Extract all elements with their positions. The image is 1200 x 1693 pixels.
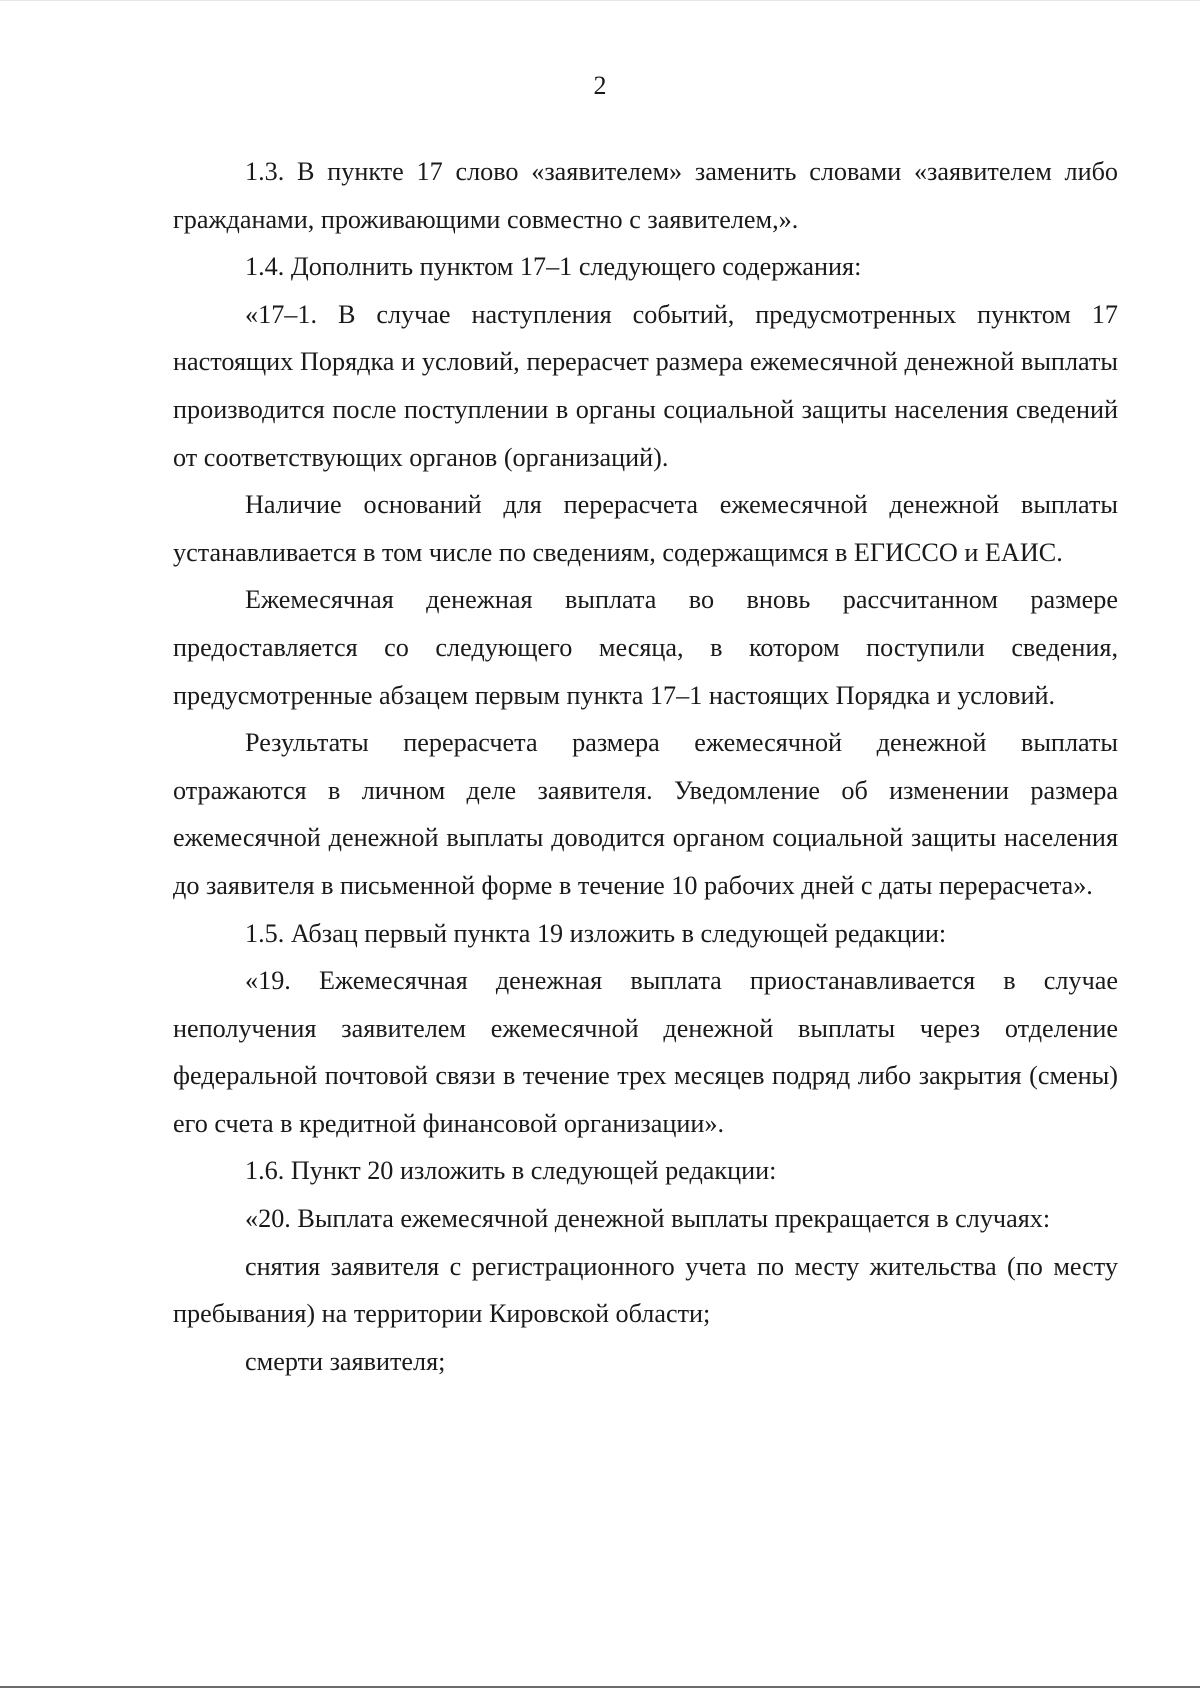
paragraph-results: Результаты перерасчета размера ежемесячной денежной выплаты отражаются в личном деле заявителя. Уведомление об изменении размера ежемесячной денежной выплаты доводится органом социальной защиты населения до заявителя в письменной форме в течение 10 рабочих дней с даты перерасчета». [173, 728, 1118, 900]
document-body [173, 148, 1118, 1385]
paragraph-grounds: Наличие оснований для перерасчета ежемесячной денежной выплаты устанавливается в том числе по сведениям, содержащимся в ЕГИССО и ЕАИС. [173, 490, 1118, 567]
paragraph-death: смерти заявителя; [245, 1346, 446, 1376]
paragraph-19: «19. Ежемесячная денежная выплата приостанавливается в случае неполучения заявителем ежемесячной денежной выплаты через отделение федеральной почтовой связи в течение трех месяцев подряд либо закрытия (смены) его счета в кредитной финансовой организации». [173, 966, 1118, 1138]
paragraph-17-1: «17–1. В случае наступления событий, предусмотренных пунктом 17 настоящих Порядка и условий, перерасчет размера ежемесячной денежной выплаты производится после поступлении в органы социальной защиты населения сведений от соответствующих органов (организаций). [173, 299, 1118, 472]
paragraph-1-6: 1.6. Пункт 20 изложить в следующей редакции: [245, 1156, 777, 1186]
paragraph-1-4: 1.4. Дополнить пунктом 17–1 следующего содержания: [245, 252, 862, 282]
paragraph-new-amount: Ежемесячная денежная выплата во вновь рассчитанном размере предоставляется со следующего месяца, в котором поступили сведения, предусмотренные абзацем первым пункта 17–1 настоящих Порядка и условий. [173, 585, 1118, 710]
scan-edge-top [0, 0, 1200, 1]
paragraph-1-3: 1.3. В пункте 17 слово «заявителем» заменить словами «заявителем либо гражданами, проживающими совместно с заявителем,». [173, 157, 1118, 234]
page-number: 2 [593, 71, 607, 100]
scan-edge-bottom [0, 1686, 1200, 1688]
paragraph-deregistration: снятия заявителя с регистрационного учета по месту жительства (по месту пребывания) на территории Кировской области; [173, 1251, 1118, 1329]
paragraph-20: «20. Выплата ежемесячной денежной выплаты прекращается в случаях: [245, 1204, 1051, 1234]
paragraph-1-5: 1.5. Абзац первый пункта 19 изложить в следующей редакции: [245, 918, 947, 948]
